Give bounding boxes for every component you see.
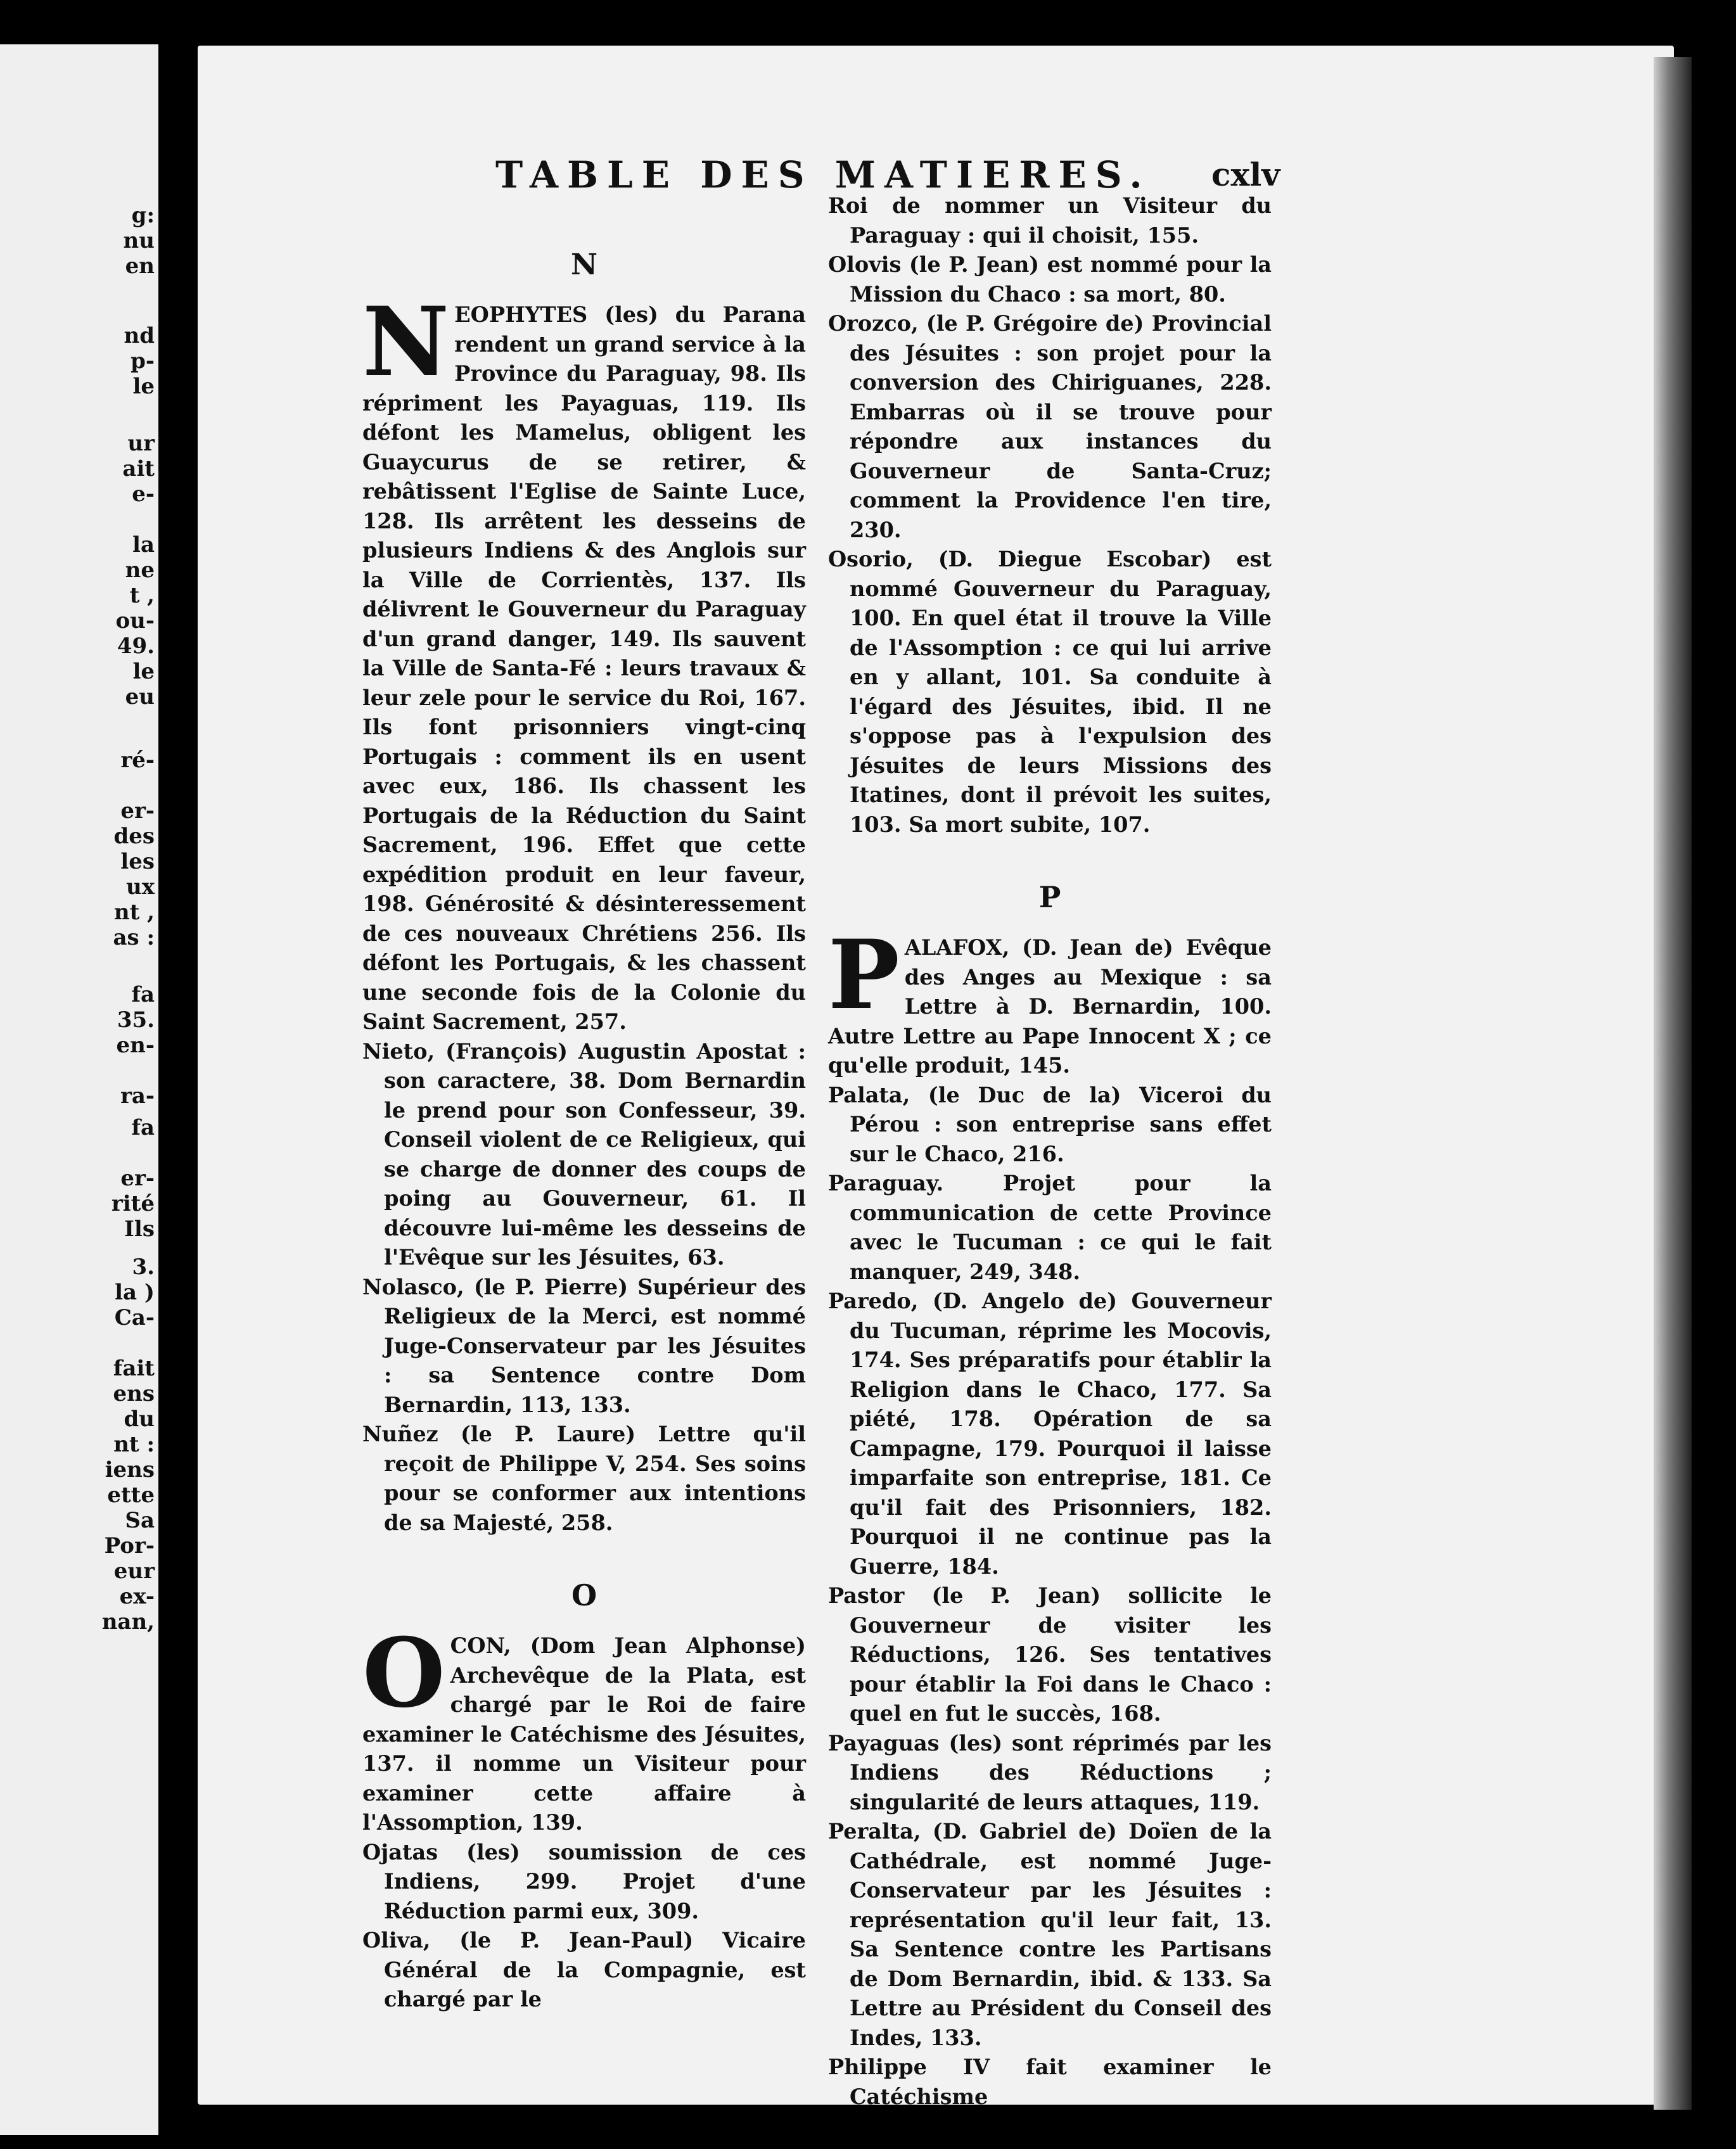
index-entry <box>828 1169 1272 1287</box>
index-entry-text: Paraguay. Projet pour la communication de cette Province avec le Tucuman : ce qui le fait manquer, 249, 348. <box>828 1171 1272 1284</box>
index-entry <box>362 1838 806 1927</box>
left-page-text-fragment: ur <box>127 431 155 456</box>
index-entry <box>362 286 806 1037</box>
left-page-text-fragment: les <box>120 849 155 874</box>
index-entry-text: Roi de nommer un Visiteur du Paraguay : qui il choisit, 155. <box>828 193 1272 248</box>
drop-capital: P <box>828 919 900 1031</box>
index-entry <box>362 1037 806 1273</box>
left-page-text-fragment: g: <box>131 203 155 228</box>
index-entry-text: Philippe IV fait examiner le Catéchisme <box>828 2055 1272 2109</box>
left-page-text-fragment: ait <box>122 456 155 481</box>
left-page-text-fragment: as : <box>113 925 155 950</box>
left-page-text-fragment: t , <box>129 583 155 608</box>
index-entry <box>362 1617 806 1838</box>
left-page-text-fragment: nt , <box>113 900 155 925</box>
index-entry-text: Palata, (le Duc de la) Viceroi du Pérou : son entreprise sans effet sur le Chaco, 216. <box>828 1082 1272 1166</box>
left-page-text-fragment: ux <box>126 874 155 900</box>
left-page-text-fragment: 35. <box>117 1007 155 1033</box>
index-entry-text: Oliva, (le P. Jean-Paul) Vicaire Général de la Compagnie, est chargé par le <box>362 1928 806 2012</box>
left-page-text-fragment: nt : <box>113 1432 155 1457</box>
running-head <box>198 147 1674 198</box>
index-entry <box>828 919 1272 1081</box>
section-letter: O <box>571 1578 597 1612</box>
index-entry-text: Pastor (le P. Jean) sollicite le Gouverneur de visiter les Réductions, 126. Ses tentatives pour établir la Foi dans le Chaco : quel en fut le succès, 168. <box>828 1583 1272 1726</box>
left-page-text-fragment: Sa <box>125 1508 155 1533</box>
book-page <box>198 46 1674 2109</box>
index-entry <box>828 1581 1272 1729</box>
left-page-text-fragment: rité <box>111 1191 155 1216</box>
index-entry <box>828 1081 1272 1170</box>
left-page-text-fragment: Ca- <box>114 1305 155 1330</box>
left-page-text-fragment: ne <box>125 558 155 583</box>
left-page-text-fragment: ou- <box>115 608 155 634</box>
left-page-fragment <box>0 44 158 2135</box>
left-page-text-fragment: er- <box>120 798 155 824</box>
left-page-text-fragment: nd <box>124 323 155 348</box>
left-page-text-fragment: p- <box>131 348 155 374</box>
left-page-text-fragment: le <box>132 659 155 684</box>
index-entry-text: Nolasco, (le P. Pierre) Supérieur des Religieux de la Merci, est nommé Juge-Conservateur par les Jésuites : sa Sentence contre Dom Bernardin, 113, 133. <box>362 1274 806 1417</box>
left-column <box>362 236 806 2015</box>
left-page-text-fragment: nan, <box>101 1609 155 1635</box>
left-page-text-fragment: eu <box>125 684 155 710</box>
left-page-text-fragment: en- <box>116 1033 155 1058</box>
index-entry-text: Peralta, (D. Gabriel de) Doïen de la Cathédrale, est nommé Juge-Conservateur par les Jésuites : représentation qu'il leur fait, 13. Sa Sentence contre les Partisans de Dom Bernardin, ibid. & 133. Sa Lettre au Président du Conseil des Indes, 133. <box>828 1819 1272 2050</box>
left-page-text-fragment: Por- <box>104 1533 155 1559</box>
index-entry <box>828 250 1272 309</box>
left-page-text-fragment: des <box>113 824 155 849</box>
index-entry <box>828 2053 1272 2112</box>
left-page-text-fragment: ra- <box>120 1083 155 1109</box>
page-number: cxlv <box>1211 156 1280 193</box>
left-page-text-fragment: 3. <box>132 1254 155 1280</box>
index-entry <box>362 1273 806 1420</box>
section-letter: N <box>570 247 598 281</box>
left-page-text-fragment: ette <box>107 1483 155 1508</box>
index-entry <box>828 191 1272 250</box>
index-entry-text: Paredo, (D. Angelo de) Gouverneur du Tucuman, réprime les Mocovis, 174. Ses préparatifs pour établir la Religion dans le Chaco, 177. Sa piété, 178. Opération de sa Campagne, 179. Pourquoi il laisse imparfaite son entreprise, 181. Ce qu'il fait des Prisonniers, 182. Pourquoi il ne continue pas la Guerre, 184. <box>828 1289 1272 1579</box>
index-entry-text: Nuñez (le P. Laure) Lettre qu'il reçoit de Philippe V, 254. Ses soins pour se conformer aux intentions de sa Majesté, 258. <box>362 1422 806 1535</box>
left-page-text-fragment: er- <box>120 1166 155 1191</box>
left-page-text-fragment: iens <box>105 1457 155 1483</box>
index-entry-text: Nieto, (François) Augustin Apostat : son caractere, 38. Dom Bernardin le prend pour son Confesseur, 39. Conseil violent de ce Religieux, qui se charge de donner des coups de poing au Gouverneur, 61. Il découvre lui-même les desseins de l'Evêque sur les Jésuites, 63. <box>362 1038 806 1270</box>
left-page-text-fragment: ex- <box>119 1584 155 1609</box>
gutter <box>158 0 196 2149</box>
left-page-text-fragment: 49. <box>117 634 155 659</box>
index-entry <box>828 1287 1272 1581</box>
index-entry-text: Ojatas (les) soumission de ces Indiens, 299. Projet d'une Réduction parmi eux, 309. <box>362 1839 806 1923</box>
index-entry-text: CON, (Dom Jean Alphonse) Archevêque de la Plata, est chargé par le Roi de faire examiner le Catéchisme des Jésuites, 137. il nomme un Visiteur pour examiner cette affaire à l'Assomption, 139. <box>362 1633 806 1835</box>
index-entry-text: ALAFOX, (D. Jean de) Evêque des Anges au Mexique : sa Lettre à D. Bernardin, 100. Autre Lettre au Pape Innocent X ; ce qu'elle produit, 145. <box>828 935 1272 1078</box>
index-entry <box>828 545 1272 839</box>
left-page-text-fragment: la ) <box>115 1280 155 1305</box>
left-page-text-fragment: la <box>132 532 155 558</box>
index-entry-text: Osorio, (D. Diegue Escobar) est nommé Gouverneur du Paraguay, 100. En quel état il trouve la Ville de l'Assomption : ce qui lui arrive en y allant, 101. Sa conduite à l'égard des Jésuites, ibid. Il ne s'oppose pas à l'expulsion des Jésuites de leurs Missions des Itatines, dont il prévoit les suites, 103. Sa mort subite, 107. <box>828 547 1272 837</box>
left-page-text-fragment: fa <box>131 982 155 1007</box>
index-entry-text: Orozco, (le P. Grégoire de) Provincial des Jésuites : son projet pour la conversion des Chiriguanes, 228. Embarras où il se trouve pour répondre aux instances du Gouverneur de Santa-Cruz; comment la Providence l'en tire, 230. <box>828 311 1272 542</box>
left-page-text-fragment: fa <box>131 1115 155 1140</box>
left-page-text-fragment: fait <box>113 1356 155 1381</box>
left-page-text-fragment: du <box>124 1406 155 1432</box>
left-page-text-fragment: en <box>125 253 155 279</box>
left-page-text-fragment: le <box>132 374 155 399</box>
index-entry <box>828 309 1272 545</box>
left-page-text-fragment: ens <box>113 1381 155 1406</box>
left-page-text-fragment: ré- <box>120 748 155 773</box>
section-letter: P <box>1038 880 1061 914</box>
left-page-text-fragment: nu <box>123 228 155 253</box>
left-page-text-fragment: e- <box>132 481 155 507</box>
index-entry <box>362 1420 806 1538</box>
index-entry <box>828 1729 1272 1818</box>
page-title: TABLE DES MATIERES. <box>495 153 1151 196</box>
index-entry-text: Olovis (le P. Jean) est nommé pour la Mission du Chaco : sa mort, 80. <box>828 252 1272 307</box>
drop-capital: O <box>362 1617 445 1729</box>
page-edge <box>1654 57 1692 2110</box>
index-entry <box>362 1926 806 2015</box>
left-page-text-fragment: eur <box>113 1559 155 1584</box>
index-entry <box>828 1817 1272 2053</box>
index-entry-text: Payaguas (les) sont réprimés par les Indiens des Réductions ; singularité de leurs attaques, 119. <box>828 1730 1272 1814</box>
left-page-text-fragment: Ils <box>124 1216 155 1242</box>
drop-capital: N <box>362 286 450 398</box>
right-column <box>828 191 1272 2112</box>
index-entry-text: EOPHYTES (les) du Parana rendent un grand service à la Province du Paraguay, 98. Ils répriment les Payaguas, 119. Ils défont les Mamelus, obligent les Guaycurus de se retirer, & rebâtissent l'Eglise de Sainte Luce, 128. Ils arrêtent les desseins de plusieurs Indiens & des Anglois sur la Ville de Corrientès, 137. Ils délivrent le Gouverneur du Paraguay d'un grand danger, 149. Ils sauvent la Ville de Santa-Fé : leurs travaux & leur zele pour le service du Roi, 167. Ils font prisonniers vingt-cinq Portugais : comment ils en usent avec eux, 186. Ils chassent les Portugais de la Réduction du Saint Sacrement, 196. Effet que cette expédition produit en leur faveur, 198. Générosité & désinteressement de ces nouveaux Chrétiens 256. Ils défont les Portugais, & les chassent une seconde fois de la Colonie du Saint Sacrement, 257. <box>362 302 806 1034</box>
